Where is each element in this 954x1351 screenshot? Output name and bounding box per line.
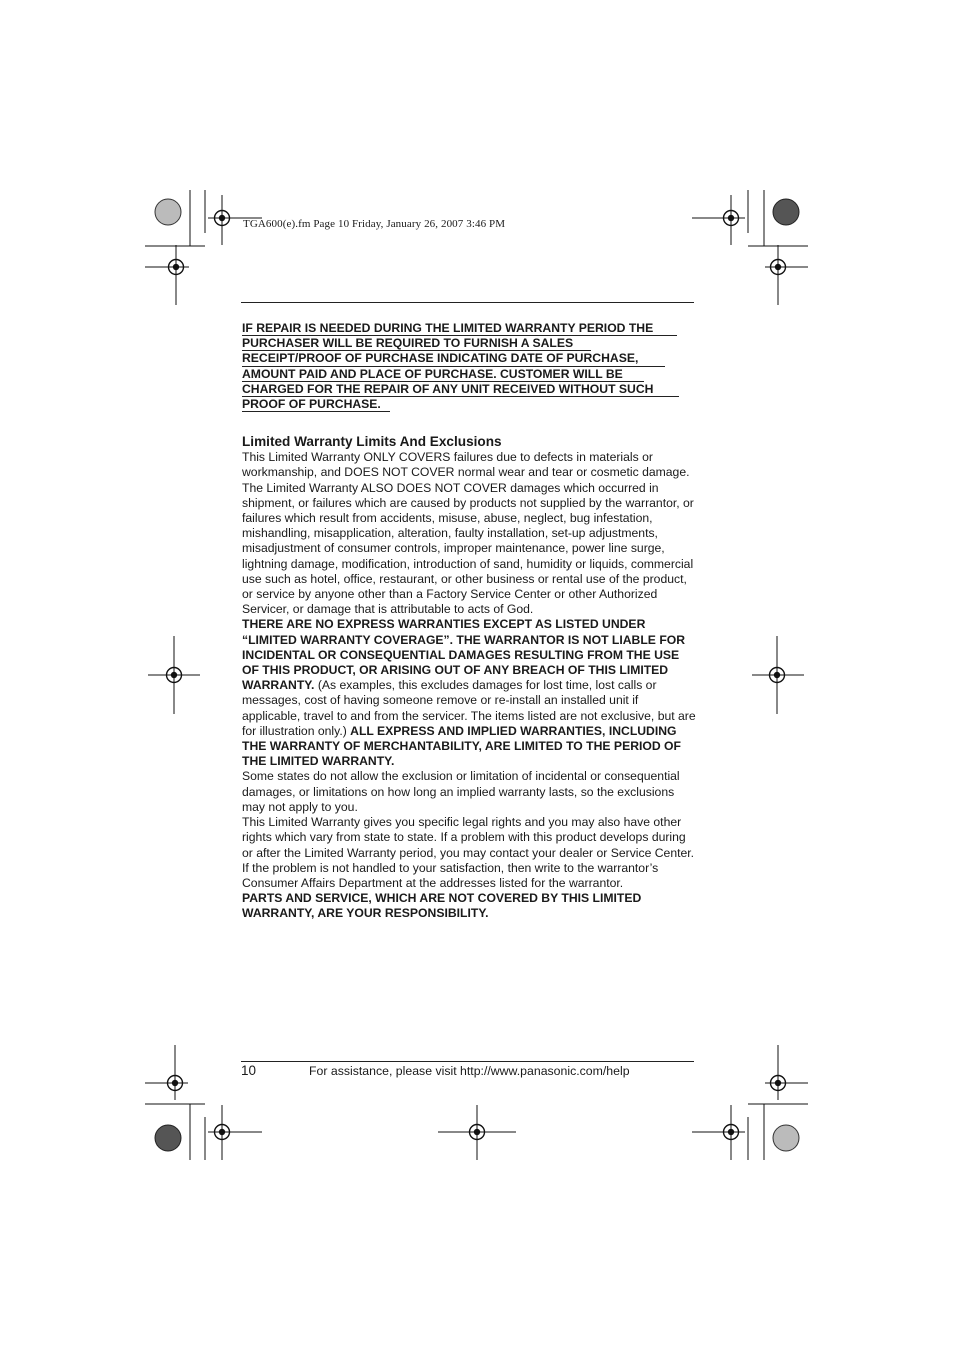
color-rosette-icon	[155, 199, 181, 225]
registration-mark-icon	[208, 1105, 262, 1160]
responsibility-paragraph	[242, 891, 698, 921]
registration-mark-icon	[692, 195, 745, 245]
repair-notice	[242, 321, 698, 412]
color-rosette-icon	[773, 199, 799, 225]
page-number: 10	[241, 1063, 257, 1078]
body-text: (As examples, this excludes damages for lost time, lost calls or messages, cost of having someone remove or re-install an installed unit if applicable, travel to and from the servicer. The items listed are not exclusive, but are for illustration only.)	[242, 678, 696, 738]
bold-text: ALL EXPRESS AND IMPLIED WARRANTIES, INCLUDING THE WARRANTY OF MERCHANTABILITY, ARE LIMITED TO THE PERIOD OF THE LIMITED WARRANTY.	[242, 723, 681, 769]
header-rule	[241, 302, 694, 303]
registration-mark-icon	[692, 1105, 745, 1160]
file-slug: TGA600(e).fm Page 10 Friday, January 26, 2007 3:46 PM	[243, 218, 506, 230]
registration-mark-icon	[145, 1045, 188, 1100]
section-heading: Limited Warranty Limits And Exclusions	[242, 434, 502, 450]
notice-line: PURCHASER WILL BE REQUIRED TO FURNISH A SALES	[242, 336, 591, 351]
page-content	[242, 321, 698, 922]
color-rosette-icon	[155, 1125, 181, 1151]
state-limitations-paragraph: Some states do not allow the exclusion or limitation of incidental or consequential damages, or limitations on how long an implied warranty lasts, so the exclusions may not apply to you.	[242, 769, 680, 814]
bold-text: PARTS AND SERVICE, WHICH ARE NOT COVERED BY THIS LIMITED WARRANTY, ARE YOUR RESPONSIBILITY.	[242, 891, 642, 921]
registration-mark-icon	[752, 636, 804, 714]
notice-line: IF REPAIR IS NEEDED DURING THE LIMITED WARRANTY PERIOD THE	[242, 321, 677, 336]
color-rosette-icon	[773, 1125, 799, 1151]
registration-mark-icon	[438, 1105, 516, 1160]
assistance-text: For assistance, please visit http://www.panasonic.com/help	[309, 1064, 630, 1078]
notice-line: AMOUNT PAID AND PLACE OF PURCHASE. CUSTOMER WILL BE	[242, 367, 644, 382]
notice-line: RECEIPT/PROOF OF PURCHASE INDICATING DATE OF PURCHASE,	[242, 351, 665, 366]
no-express-warranties-paragraph	[242, 617, 698, 769]
notice-line: PROOF OF PURCHASE.	[242, 397, 390, 412]
registration-mark-icon	[145, 245, 189, 305]
registration-mark-icon	[765, 1045, 808, 1100]
footer-rule	[241, 1061, 694, 1062]
notice-line: CHARGED FOR THE REPAIR OF ANY UNIT RECEIVED WITHOUT SUCH	[242, 382, 679, 397]
registration-mark-icon	[765, 245, 808, 305]
bold-text: THERE ARE NO EXPRESS WARRANTIES EXCEPT AS LISTED UNDER “LIMITED WARRANTY COVERAGE”. THE WARRANTOR IS NOT LIABLE FOR INCIDENTAL OR CONSEQUENTIAL DAMAGES RESULTING FROM THE USE OF THIS PRODUCT, OR ARISING OUT OF ANY BREACH OF THIS LIMITED WARRANTY.	[242, 617, 686, 693]
exclusions-paragraph: This Limited Warranty ONLY COVERS failures due to defects in materials or workmanship, and DOES NOT COVER normal wear and tear or cosmetic damage. The Limited Warranty ALSO DOES NOT COVER damages which occurred in shipment, or failures which are caused by products not supplied by the warrantor, or failures which result from accidents, misuse, abuse, neglect, bug infestation, mishandling, misapplication, alteration, faulty installation, set-up adjustments, misadjustment of consumer controls, improper maintenance, power line surge, lightning damage, modification, introduction of sand, humidity or liquids, commercial use such as hotel, office, restaurant, or other business or rental use of the product, or service by anyone other than a Factory Service Center or other Authorized Servicer, or damage that is attributable to acts of God.	[242, 450, 694, 617]
legal-rights-paragraph: This Limited Warranty gives you specific legal rights and you may also have other rights which vary from state to state. If a problem with this product develops during or after the Limited Warranty period, you may contact your dealer or Service Center. If the problem is not handled to your satisfaction, then write to the warrantor’s Consumer Affairs Department at the addresses listed for the warrantor.	[242, 815, 695, 890]
registration-mark-icon	[148, 636, 200, 714]
